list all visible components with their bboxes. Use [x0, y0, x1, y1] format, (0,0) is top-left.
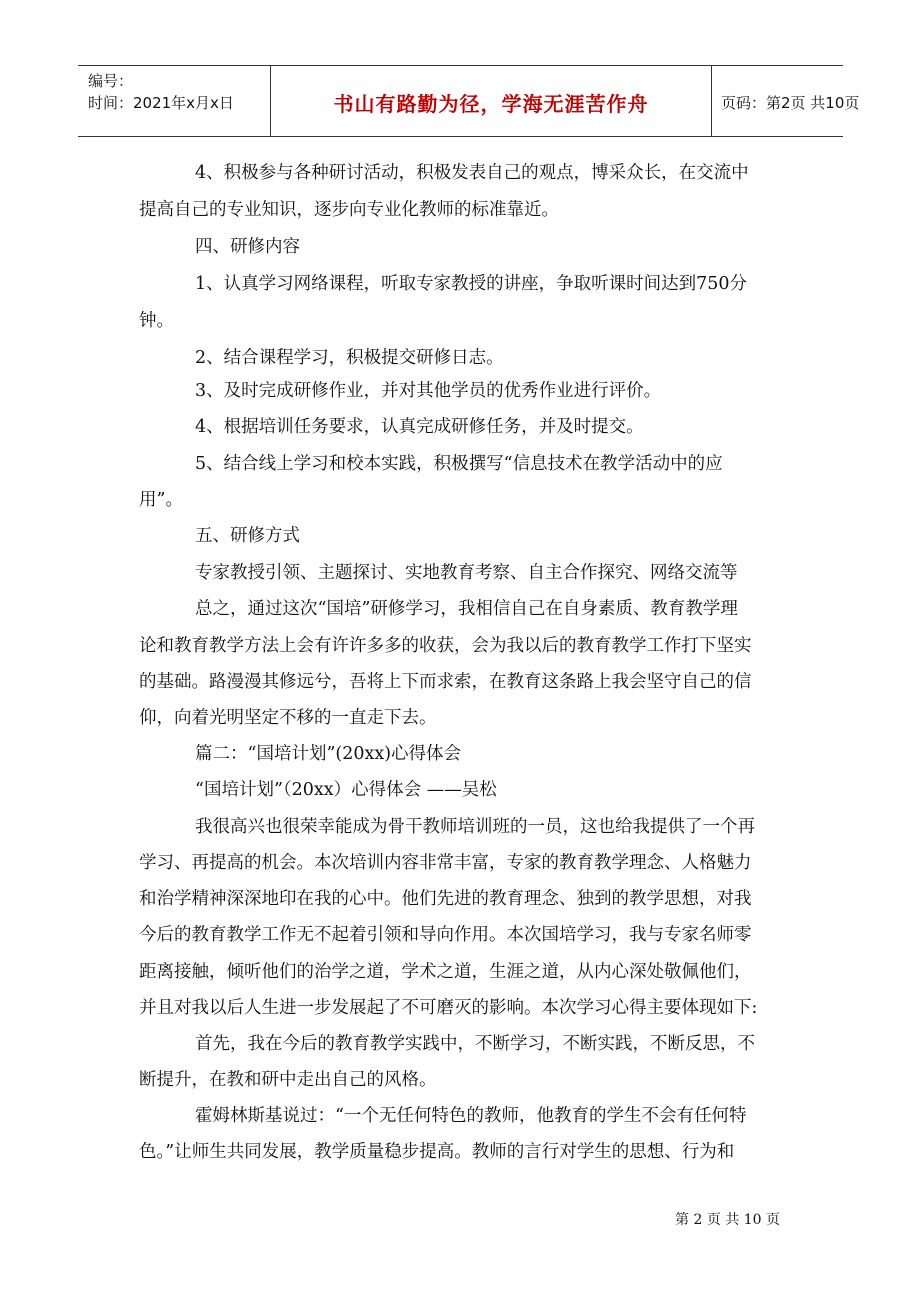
text-line: 学习、再提高的机会。本次培训内容非常丰富，专家的教育教学理念、人格魅力 — [139, 853, 752, 873]
document-header — [78, 65, 860, 137]
header-page-cell — [711, 66, 860, 136]
text-line: 提高自己的专业知识，逐步向专业化教师的标准靠近。 — [139, 200, 559, 220]
document-number-label: 编号： — [88, 72, 134, 90]
text-line: 今后的教育教学工作无不起着引领和导向作用。本次国培学习，我与专家名师零 — [139, 925, 752, 945]
text-line: 用”。 — [139, 490, 183, 510]
text-line: 仰，向着光明坚定不移的一直走下去。 — [139, 708, 437, 728]
header-page-number: 页码：第2页 共10页 — [721, 94, 860, 112]
text-line: 论和教育教学方法上会有许许多多的收获，会为我以后的教育教学工作打下坚实 — [139, 636, 752, 656]
section-heading: 五、研修方式 — [195, 526, 300, 546]
text-line: 钟。 — [139, 311, 174, 331]
text-line: 并且对我以后人生进一步发展起了不可磨灭的影响。本次学习心得主要体现如下: — [139, 998, 758, 1018]
text-line: 和治学精神深深地印在我的心中。他们先进的教育理念、独到的教学思想，对我 — [139, 889, 752, 909]
article-subtitle: “国培计划”（20xx）心得体会 ——吴松 — [195, 780, 497, 800]
header-meta-cell — [78, 66, 270, 136]
text-line: 1、认真学习网络课程，听取专家教授的讲座，争取听课时间达到750分 — [195, 274, 748, 294]
text-line: 5、结合线上学习和校本实践，积极撰写“信息技术在教学活动中的应 — [195, 454, 723, 474]
section-heading: 四、研修内容 — [195, 237, 300, 257]
text-line: 3、及时完成研修作业，并对其他学员的优秀作业进行评价。 — [195, 381, 662, 401]
text-line: 的基础。路漫漫其修远兮，吾将上下而求索，在教育这条路上我会坚守自己的信 — [139, 672, 752, 692]
text-line: 色。”让师生共同发展，教学质量稳步提高。教师的言行对学生的思想、行为和 — [139, 1142, 735, 1162]
text-line: 总之，通过这次“国培”研修学习，我相信自己在自身素质、教育教学理 — [195, 599, 738, 619]
header-motto-cell — [270, 66, 712, 136]
text-line: 断提升，在教和研中走出自己的风格。 — [139, 1070, 437, 1090]
section-heading: 篇二：“国培计划”(20xx)心得体会 — [195, 744, 462, 764]
text-line: 专家教授引领、主题探讨、实地教育考察、自主合作探究、网络交流等 — [195, 563, 738, 583]
text-line: 我很高兴也很荣幸能成为骨干教师培训班的一员，这也给我提供了一个再 — [195, 817, 755, 837]
text-line: 4、积极参与各种研讨活动，积极发表自己的观点，博采众长，在交流中 — [195, 163, 749, 183]
document-date-label: 时间：2021年x月x日 — [88, 94, 234, 112]
header-motto: 书山有路勤为径，学海无涯苦作舟 — [333, 92, 649, 116]
text-line: 4、根据培训任务要求，认真完成研修任务，并及时提交。 — [195, 417, 644, 437]
text-line: 2、结合课程学习，积极提交研修日志。 — [195, 348, 504, 368]
text-line: 距离接触，倾听他们的治学之道，学术之道，生涯之道，从内心深处敬佩他们， — [139, 962, 752, 982]
page-footer: 第 2 页 共 10 页 — [675, 1212, 780, 1228]
text-line: 霍姆林斯基说过：“一个无任何特色的教师，他教育的学生不会有任何特 — [195, 1106, 747, 1126]
text-line: 首先，我在今后的教育教学实践中，不断学习，不断实践，不断反思，不 — [195, 1034, 755, 1054]
